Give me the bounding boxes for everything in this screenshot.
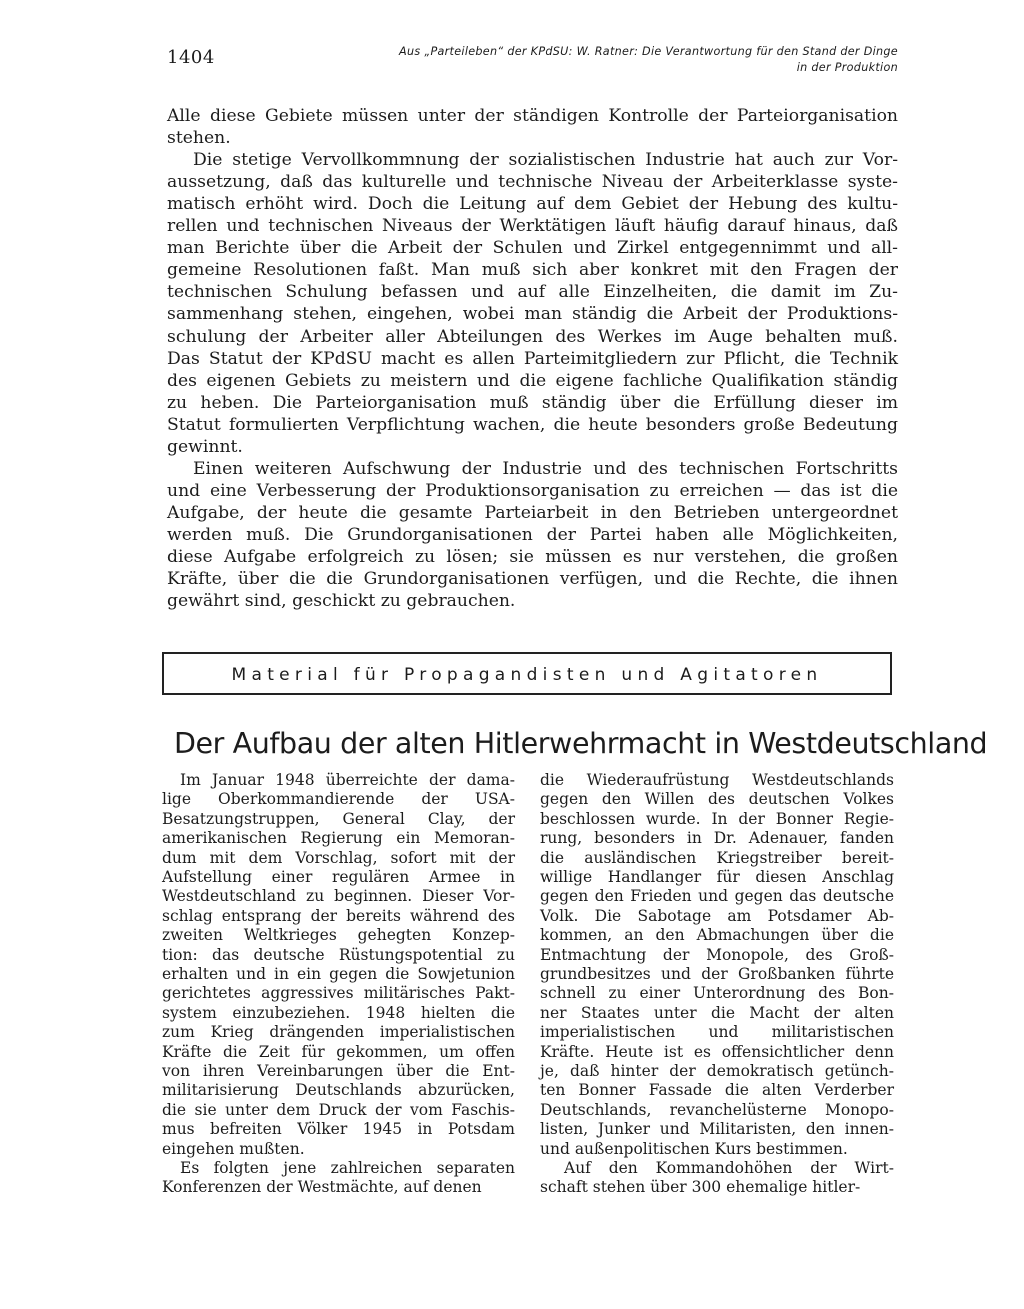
- body-text-line: schulung der Arbeiter aller Abteilungen des Werkes im Auge behalten muß.: [167, 326, 898, 347]
- left-column-line: zum Krieg drängenden imperialistischen: [162, 1023, 515, 1042]
- right-column-line: Volk. Die Sabotage am Potsdamer Ab-: [540, 906, 894, 925]
- page-number: 1404: [167, 47, 215, 68]
- section-heading: Material für Propagandisten und Agitatoren: [231, 665, 823, 685]
- section-heading-box: [162, 652, 892, 695]
- right-column-line: grundbesitzes und der Großbanken führte: [540, 965, 894, 983]
- body-text-line: matisch erhöht wird. Doch die Leitung auf dem Gebiet der Hebung des kultu-: [167, 194, 898, 215]
- right-column-line: Entmachtung der Monopole, des Groß-: [540, 945, 894, 964]
- body-text-line: und eine Verbesserung der Produktionsorganisation zu erreichen — das ist die: [167, 480, 898, 501]
- body-text-line: aussetzung, daß das kulturelle und technische Niveau der Arbeiterklasse syste-: [167, 172, 898, 193]
- left-column-line: erhalten und in ein gegen die Sowjetunion: [162, 965, 515, 983]
- left-column-line: system einzubeziehen. 1948 hielten die: [162, 1003, 515, 1022]
- running-head-line-1: Aus „Parteileben“ der KPdSU: W. Ratner: Die Verantwortung für den Stand der Dinge: [399, 45, 898, 58]
- left-column-line: mus befreiten Völker 1945 in Potsdam: [162, 1120, 515, 1139]
- right-column-line: imperialistischen und militaristischen: [540, 1023, 894, 1042]
- body-text-line: Kräfte, über die die Grundorganisationen verfügen, und die Rechte, die ihnen: [167, 569, 898, 590]
- right-column-line: gegen den Frieden und gegen das deutsche: [540, 887, 894, 906]
- right-column-line: schnell zu einer Unterordnung des Bon-: [540, 984, 894, 1003]
- body-text-line: technischen Schulung befassen und auf alle Einzelheiten, die damit im Zu-: [167, 282, 898, 303]
- page-header: [167, 44, 898, 84]
- body-text-line: Einen weiteren Aufschwung der Industrie und des technischen Fortschritts: [193, 458, 898, 479]
- body-text-line: gewährt sind, geschickt zu gebrauchen.: [167, 591, 516, 612]
- right-column-line: Deutschlands, revanchelüsterne Monopo-: [540, 1100, 894, 1119]
- right-column-line: rung, besonders in Dr. Adenauer, fanden: [540, 829, 894, 848]
- left-column-line: schlag entsprang der bereits während des: [162, 906, 515, 925]
- body-text-line: rellen und technischen Niveaus der Werktätigen läuft häufig darauf hinaus, daß: [167, 216, 898, 237]
- body-text-line: man Berichte über die Arbeit der Schulen und Zirkel entgegennimmt und all-: [167, 238, 898, 259]
- body-text-line: Alle diese Gebiete müssen unter der ständigen Kontrolle der Parteiorganisation: [167, 106, 898, 126]
- left-column-line: Kräfte die Zeit für gekommen, um offen: [162, 1042, 515, 1061]
- body-text-line: werden muß. Die Grundorganisationen der Partei haben alle Möglichkeiten,: [167, 524, 898, 545]
- right-column-line: ten Bonner Fassade die alten Verderber: [540, 1081, 894, 1100]
- left-column-line: Es folgten jene zahlreichen separaten: [180, 1159, 515, 1177]
- right-column-line: schaft stehen über 300 ehemalige hitler-: [540, 1178, 861, 1197]
- body-text-line: diese Aufgabe erfolgreich zu lösen; sie müssen es nur verstehen, die großen: [167, 547, 898, 567]
- running-head-line-2: in der Produktion: [796, 61, 898, 74]
- left-column-line: militarisierung Deutschlands abzurücken,: [162, 1081, 515, 1100]
- body-text-line: Die stetige Vervollkommnung der sozialistischen Industrie hat auch zur Vor-: [193, 150, 898, 171]
- body-text-line: Statut formulierten Verpflichtung wachen, die heute besonders große Bedeutung: [167, 414, 898, 435]
- right-column-line: und außenpolitischen Kurs bestimmen.: [540, 1139, 848, 1158]
- body-text-line: sammenhang stehen, eingehen, wobei man ständig die Arbeit der Produktions-: [167, 304, 898, 325]
- right-column-line: gegen den Willen des deutschen Volkes: [540, 790, 894, 809]
- left-column-line: Besatzungstruppen, General Clay, der: [162, 809, 515, 828]
- left-column-line: von ihren Vereinbarungen über die Ent-: [162, 1062, 515, 1080]
- left-column-line: lige Oberkommandierende der USA-: [162, 790, 515, 809]
- article-title: Der Aufbau der alten Hitlerwehrmacht in Westdeutschland: [174, 727, 988, 760]
- right-column-line: je, daß hinter der demokratisch getünch-: [540, 1062, 894, 1080]
- body-text-line: gemeine Resolutionen faßt. Man muß sich aber konkret mit den Fragen der: [167, 260, 898, 281]
- body-text-line: gewinnt.: [167, 436, 243, 457]
- body-text-line: Aufgabe, der heute die gesamte Parteiarbeit in den Betrieben untergeordnet: [167, 502, 898, 523]
- right-column-line: beschlossen wurde. In der Bonner Regie-: [540, 809, 894, 828]
- left-column-line: Westdeutschland zu beginnen. Dieser Vor-: [162, 887, 515, 906]
- body-text-line: zu heben. Die Parteiorganisation muß ständig über die Erfüllung dieser im: [167, 392, 898, 413]
- left-column-line: dum mit dem Vorschlag, sofort mit der: [162, 848, 515, 867]
- running-head: [238, 44, 898, 76]
- body-text-line: Das Statut der KPdSU macht es allen Parteimitgliedern zur Pflicht, die Technik: [167, 348, 898, 369]
- right-column-line: kommen, an den Abmachungen über die: [540, 926, 894, 945]
- left-column-line: amerikanischen Regierung ein Memoran-: [162, 829, 515, 848]
- left-column-line: Konferenzen der Westmächte, auf denen: [162, 1178, 482, 1197]
- left-column-line: Im Januar 1948 überreichte der dama-: [180, 771, 515, 789]
- body-text-line: stehen.: [167, 128, 231, 149]
- left-column-line: tion: das deutsche Rüstungspotential zu: [162, 945, 515, 964]
- right-column-line: willige Handlanger für diesen Anschlag: [540, 868, 894, 886]
- left-column-line: gerichtetes aggressives militärisches Pakt-: [162, 984, 515, 1003]
- right-column-line: listen, Junker und Militaristen, den innen-: [540, 1120, 894, 1139]
- left-column-line: die sie unter dem Druck der vom Faschis-: [162, 1100, 515, 1119]
- right-column-line: die ausländischen Kriegstreiber bereit-: [540, 848, 894, 867]
- right-column-line: ner Staates unter die Macht der alten: [540, 1003, 894, 1022]
- left-column-line: Aufstellung einer regulären Armee in: [162, 868, 515, 886]
- right-column-line: die Wiederaufrüstung Westdeutschlands: [540, 771, 894, 789]
- right-column-line: Auf den Kommandohöhen der Wirt-: [564, 1159, 894, 1177]
- body-text-line: des eigenen Gebiets zu meistern und die eigene fachliche Qualifikation ständig: [167, 370, 898, 391]
- right-column-line: Kräfte. Heute ist es offensichtlicher denn: [540, 1042, 894, 1061]
- left-column-line: eingehen mußten.: [162, 1139, 305, 1158]
- left-column-line: zweiten Weltkrieges gehegten Konzep-: [162, 926, 515, 945]
